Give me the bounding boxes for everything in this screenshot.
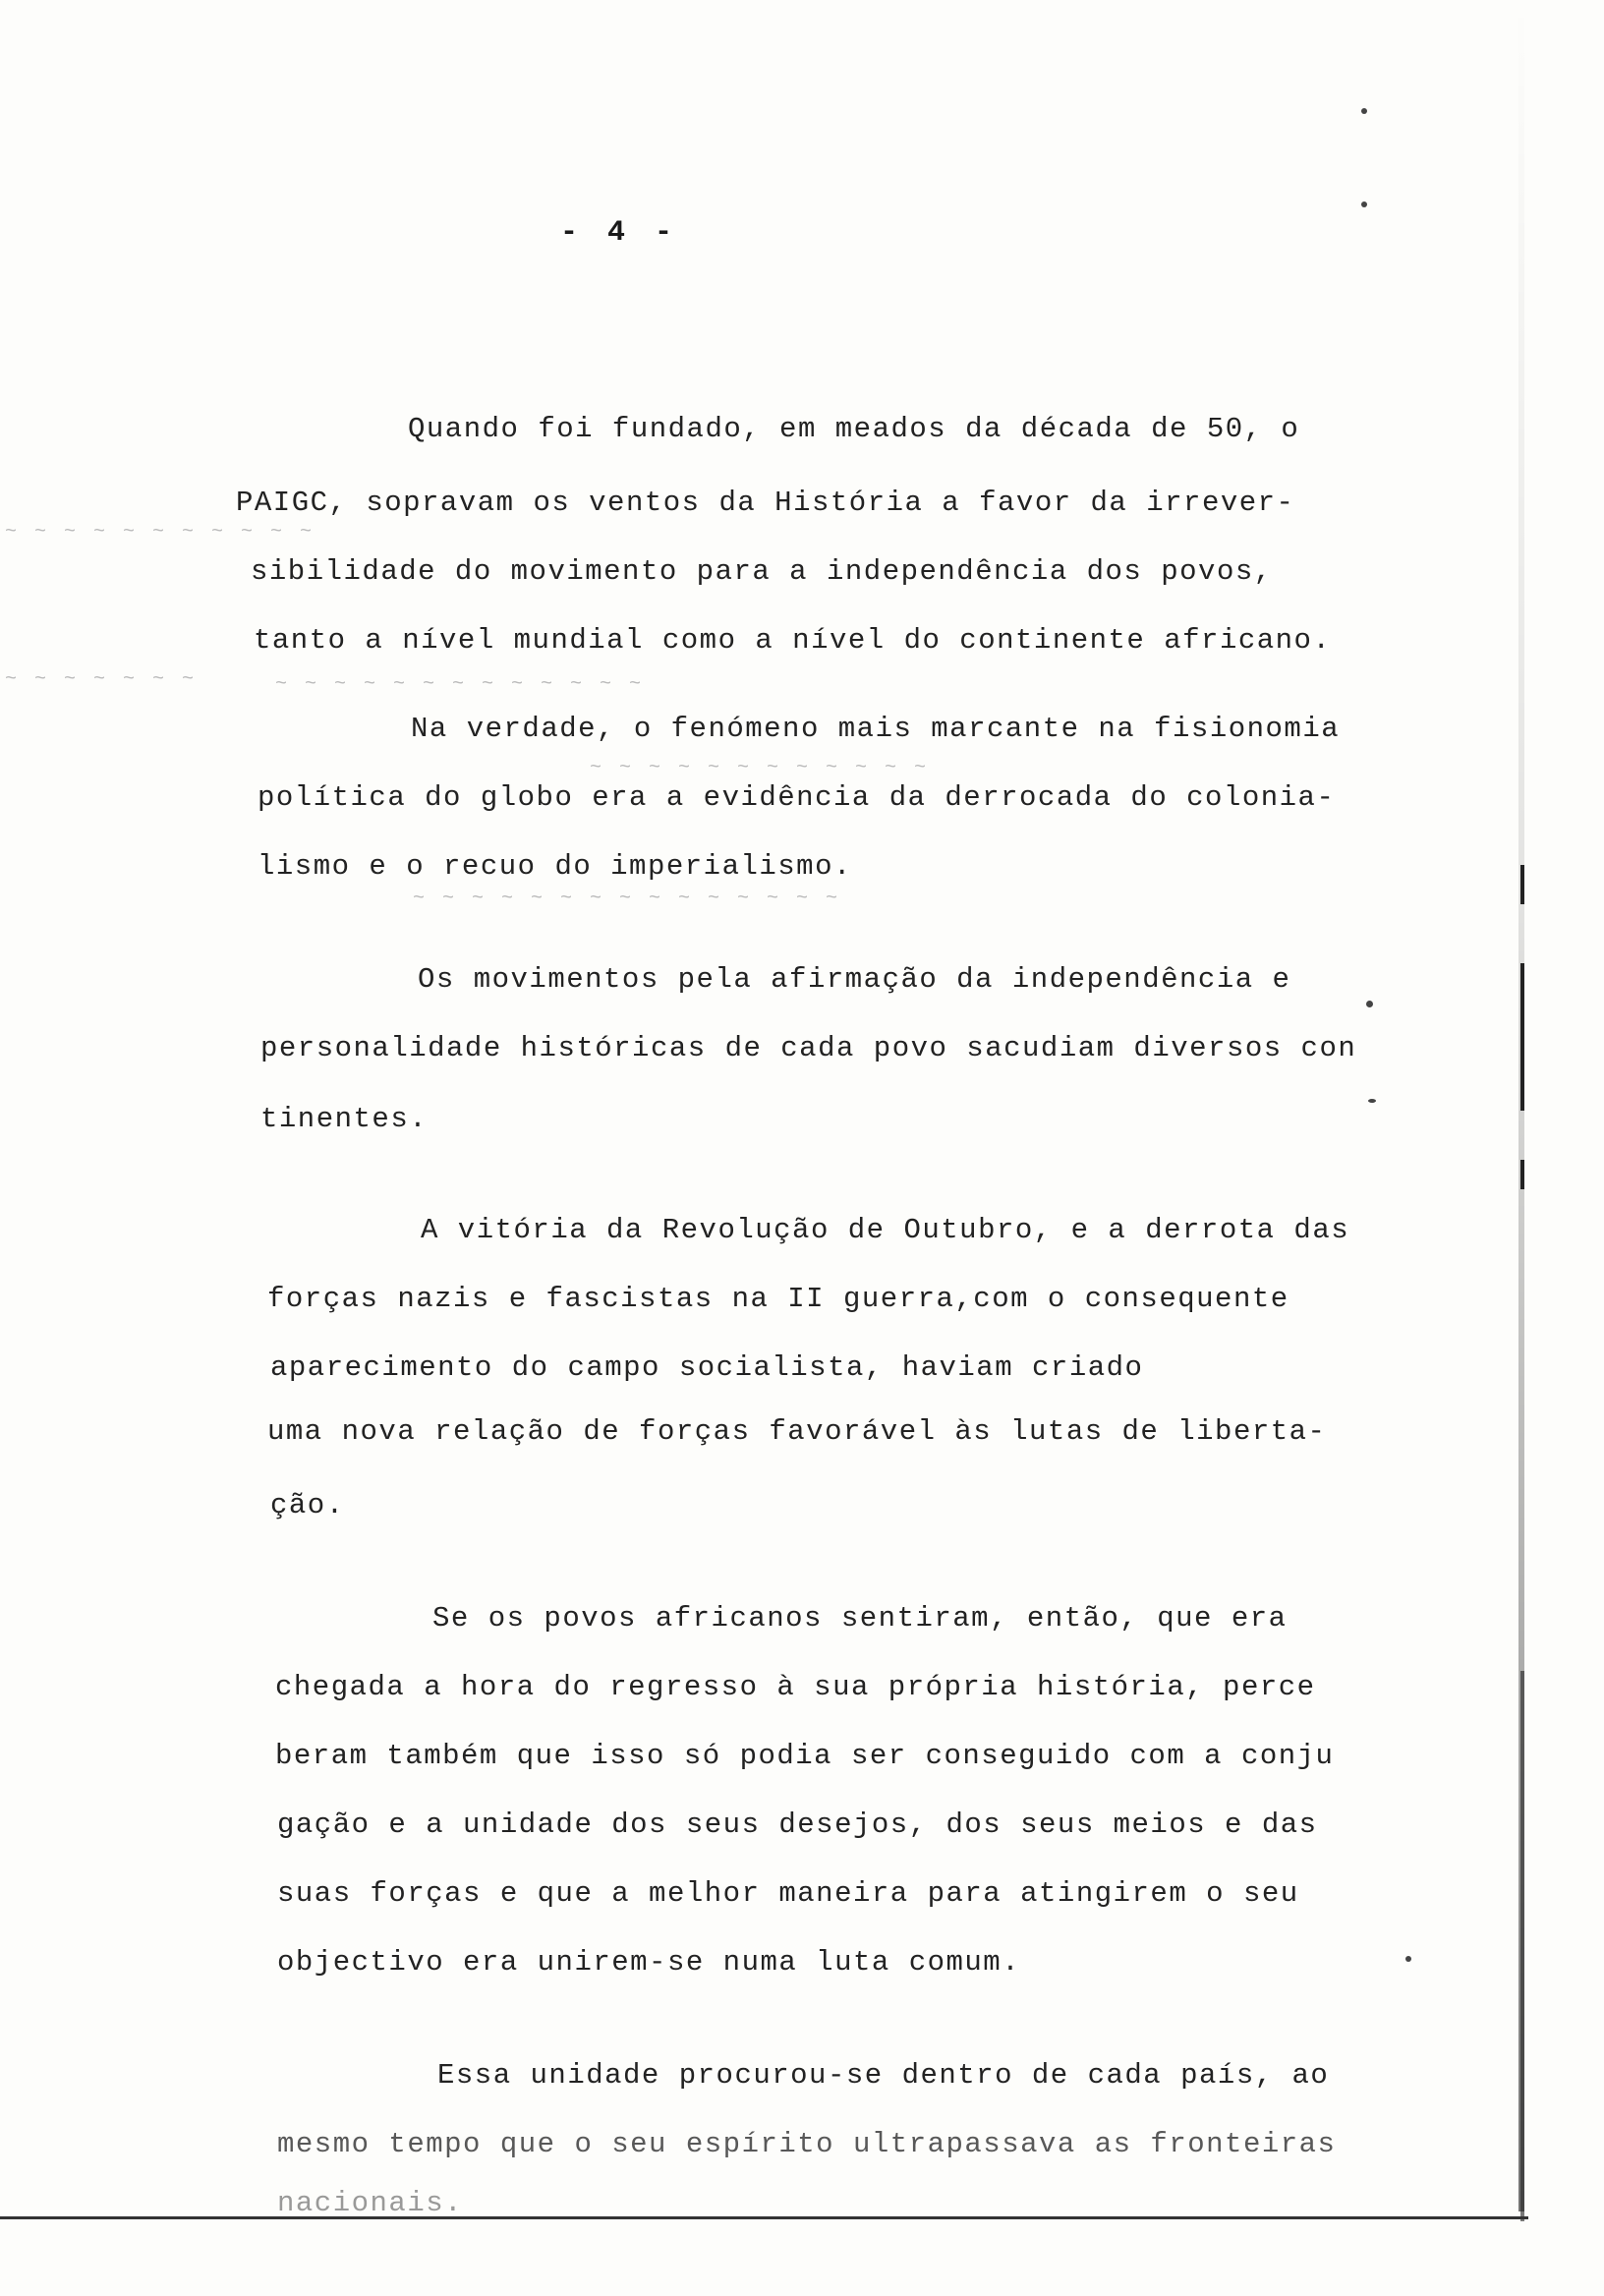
- text-line: Na verdade, o fenómeno mais marcante na fisionomia: [411, 713, 1341, 745]
- text-line: forças nazis e fascistas na II guerra,com o consequente: [267, 1283, 1289, 1315]
- text-line: nacionais.: [277, 2187, 464, 2219]
- text-line: Se os povos africanos sentiram, então, que era: [432, 1602, 1288, 1635]
- bleed-through-text: ~ ~ ~ ~ ~ ~ ~ ~ ~ ~ ~ ~ ~: [275, 673, 645, 696]
- edge-mark: [1520, 963, 1524, 1111]
- page-bottom-edge: [0, 2216, 1528, 2219]
- text-line: Os movimentos pela afirmação da independência e: [418, 963, 1291, 996]
- text-line: Essa unidade procurou-se dentro de cada país, ao: [437, 2059, 1330, 2092]
- text-line: aparecimento do campo socialista, haviam criado: [270, 1351, 1144, 1384]
- scan-speck: [1405, 1956, 1411, 1962]
- bleed-through-text: ~ ~ ~ ~ ~ ~ ~: [5, 668, 198, 691]
- text-line: ção.: [270, 1489, 345, 1521]
- text-line: objectivo era unirem-se numa luta comum.: [277, 1946, 1021, 1979]
- scan-speck: [1361, 108, 1367, 114]
- text-line: suas forças e que a melhor maneira para atingirem o seu: [277, 1877, 1299, 1910]
- text-line: uma nova relação de forças favorável às lutas de liberta-: [267, 1415, 1327, 1448]
- bleed-through-text: ~ ~ ~ ~ ~ ~ ~ ~ ~ ~ ~: [5, 521, 315, 544]
- text-line: PAIGC, sopravam os ventos da História a favor da irrever-: [236, 487, 1295, 519]
- text-line: personalidade históricas de cada povo sacudiam diversos con: [260, 1032, 1357, 1064]
- edge-mark: [1520, 1671, 1524, 2221]
- scan-speck: [1361, 201, 1367, 207]
- text-line: chegada a hora do regresso à sua própria história, perce: [275, 1671, 1316, 1703]
- edge-mark: [1520, 1160, 1524, 1189]
- text-line: tanto a nível mundial como a nível do continente africano.: [254, 624, 1332, 657]
- page-number: - 4 -: [560, 216, 679, 250]
- scan-speck: [1368, 1099, 1376, 1103]
- text-line: lismo e o recuo do imperialismo.: [258, 850, 852, 883]
- text-line: mesmo tempo que o seu espírito ultrapassava as fronteiras: [277, 2128, 1337, 2160]
- bleed-through-text: ~ ~ ~ ~ ~ ~ ~ ~ ~ ~ ~ ~: [590, 757, 930, 779]
- bleed-through-text: ~ ~ ~ ~ ~ ~ ~ ~ ~ ~ ~ ~ ~ ~ ~: [413, 888, 841, 910]
- text-line: tinentes.: [260, 1103, 429, 1135]
- text-line: A vitória da Revolução de Outubro, e a derrota das: [421, 1214, 1350, 1246]
- text-line: beram também que isso só podia ser conseguido com a conju: [275, 1740, 1335, 1772]
- text-line: política do globo era a evidência da derrocada do colonia-: [258, 781, 1336, 814]
- text-line: gação e a unidade dos seus desejos, dos seus meios e das: [277, 1808, 1318, 1841]
- text-line: sibilidade do movimento para a independência dos povos,: [251, 555, 1273, 588]
- edge-mark: [1520, 865, 1524, 904]
- text-line: Quando foi fundado, em meados da década de 50, o: [408, 413, 1300, 445]
- scan-speck: [1366, 1001, 1373, 1007]
